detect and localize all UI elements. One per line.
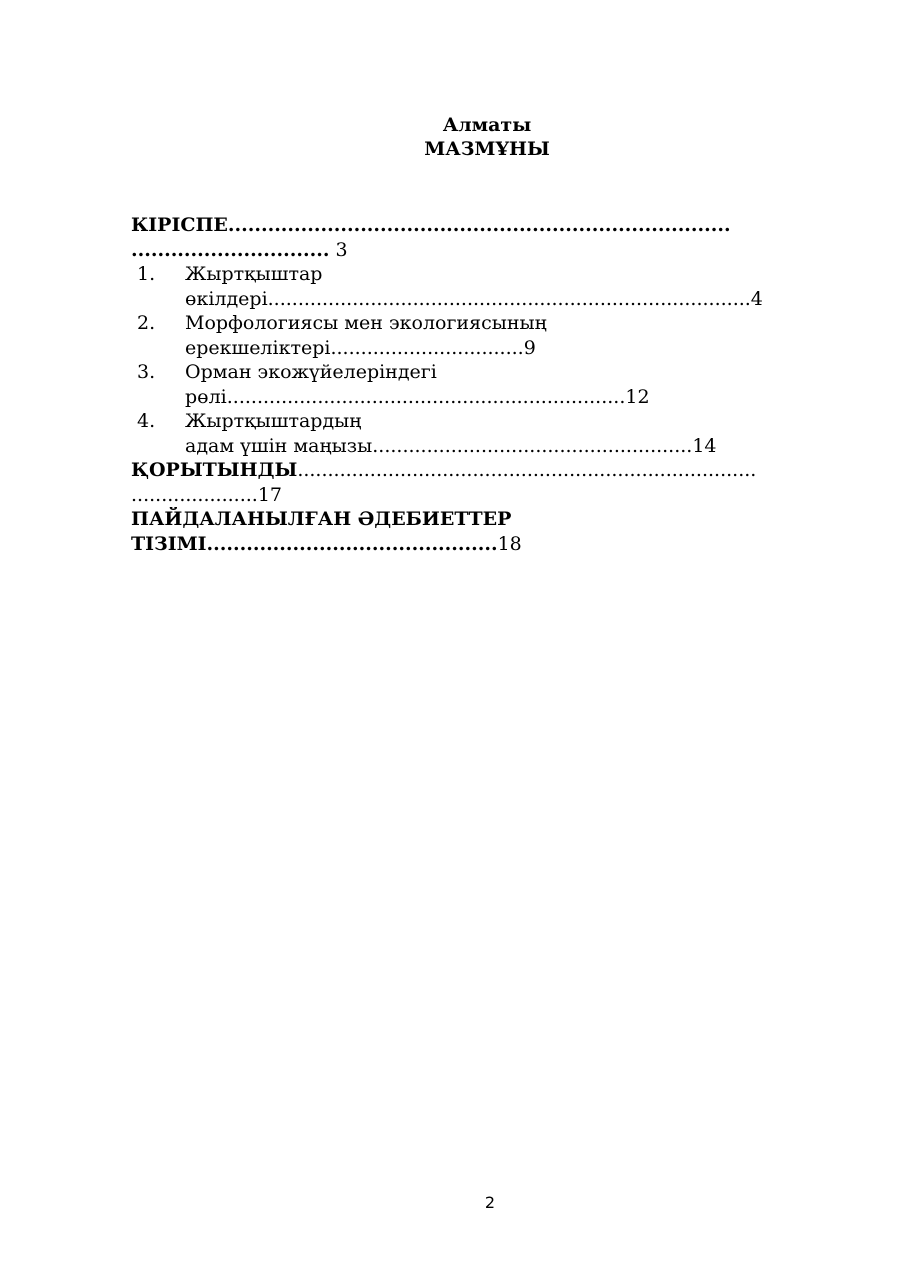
toc-item-title: Жыртқыштар: [185, 263, 323, 285]
toc-item-4: [131, 409, 846, 434]
toc-references-label: ТІЗІМІ............................................: [131, 532, 498, 555]
toc-references-line-2: [131, 532, 846, 557]
toc-conclusion-dots: ............................................................................: [297, 459, 757, 481]
toc-conclusion-line-2: .....................17: [131, 483, 283, 506]
toc-item-3-continuation: рөлі..................................................................12: [185, 385, 650, 408]
toc-references-line-1: ПАЙДАЛАНЫЛҒАН ӘДЕБИЕТТЕР: [131, 508, 512, 530]
toc-item-2: [131, 311, 846, 336]
toc-item-title: Орман экожүйелеріндегі: [185, 361, 437, 383]
toc-item-1-continuation: өкілдері................................................................................4: [185, 287, 763, 310]
toc-item-3: [131, 360, 846, 385]
toc-item-title: Жыртқыштардың: [185, 410, 362, 432]
toc-item-number: 2.: [137, 312, 156, 334]
toc-item-title: Морфологиясы мен экологиясының: [185, 312, 547, 334]
toc-item-4-continuation: адам үшін маңызы.....................................................14: [185, 434, 717, 457]
toc-item-1: [131, 262, 846, 287]
toc-conclusion-line-1: [131, 458, 846, 483]
page-number: 2: [484, 1193, 496, 1212]
toc-item-number: 1.: [137, 263, 156, 285]
toc-intro-line-1: КІРІСПЕ............................................................................: [131, 214, 731, 236]
toc-references-page: 18: [497, 532, 522, 555]
page-title: МАЗМҰНЫ: [424, 138, 550, 160]
table-of-contents: [131, 213, 846, 556]
toc-item-number: 3.: [137, 361, 156, 383]
toc-item-number: 4.: [137, 410, 156, 432]
toc-intro-page: 3: [329, 238, 348, 261]
toc-conclusion-label: ҚОРЫТЫНДЫ: [131, 459, 298, 481]
toc-intro-dots: ..............................: [131, 238, 330, 261]
toc-intro-line-2: [131, 238, 846, 263]
toc-item-2-continuation: ерекшеліктері................................9: [185, 336, 536, 359]
city-heading: Алматы: [442, 114, 532, 136]
